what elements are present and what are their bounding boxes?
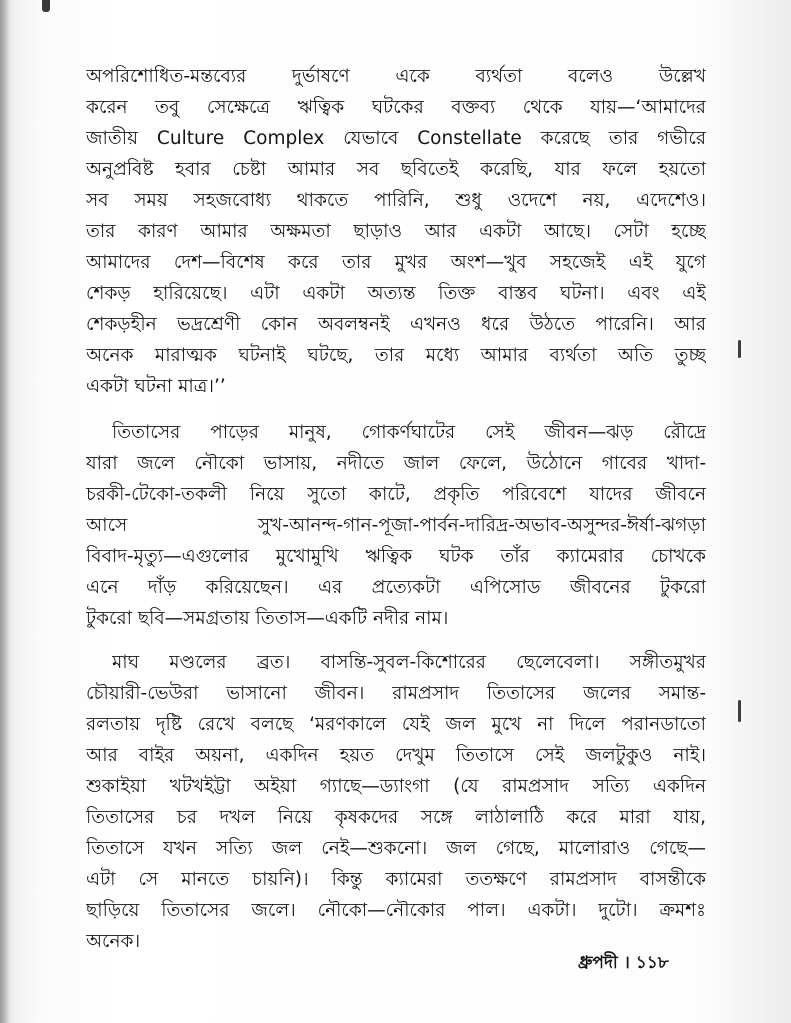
- text-line: যারা জলে নৌকো ভাসায়, নদীতে জাল ফেলে, উঠোনে গাবের খাদা-: [86, 453, 706, 474]
- text-line: করেন তবু সেক্ষেত্রে ঋত্বিক ঘটকের বক্তব্য থেকে যায়—‘আমাদের: [86, 97, 706, 118]
- text-line: মাঘ মণ্ডলের ব্রত। বাসন্তি-সুবল-কিশোরের ছেলেবেলা। সঙ্গীতমুখর: [112, 652, 706, 673]
- margin-ink-mark: [738, 340, 741, 358]
- text-line: অনুপ্রবিষ্ট হবার চেষ্টা আমার সব ছবিতেই করেছি, যার ফলে হয়তো: [86, 159, 706, 180]
- page-number: ১১৮: [635, 953, 669, 973]
- corner-ink-mark: [42, 0, 50, 12]
- text-line: চরকী-টেকো-তকলী নিয়ে সুতো কাটে, প্রকৃতি পরিবেশে যাদের জীবনে: [86, 484, 706, 505]
- text-line: জাতীয় Culture Complex যেভাবে Constellate করেছে তার গভীরে: [86, 128, 706, 149]
- text-line: বিবাদ-মৃত্যু—এগুলোর মুখোমুখি ঋত্বিক ঘটক তাঁর ক্যামেরার চোখকে: [86, 546, 706, 567]
- text-line: তিতাসের পাড়ের মানুষ, গোকর্ণঘাটের সেই জীবন—ঝড় রৌদ্রে: [112, 422, 706, 443]
- text-line: অপরিশোধিত-মন্তব্যের দুর্ভাষণে একে ব্যর্থতা বলেও উল্লেখ: [86, 66, 706, 87]
- text-line: আসে সুখ-আনন্দ-গান-পূজা-পার্বন-দারিদ্র-অভাব-অসুন্দর-ঈর্ষা-ঝগড়া: [86, 515, 706, 536]
- text-line: তার কারণ আমার অক্ষমতা ছাড়াও আর একটা আছে। সেটা হচ্ছে: [86, 221, 706, 242]
- text-line: তিতাসের চর দখল নিয়ে কৃষকদের সঙ্গে লাঠালাঠি করে মারা যায়,: [86, 807, 706, 828]
- text-line: শেকড় হারিয়েছে। এটা একটা অত্যন্ত তিক্ত বাস্তব ঘটনা। এবং এই: [86, 283, 706, 304]
- text-line: এনে দাঁড় করিয়েছেন। এর প্রত্যেকটা এপিসোড জীবনের টুকরো: [86, 577, 706, 598]
- text-line: অনেক মারাত্মক ঘটনাই ঘটছে, তার মধ্যে আমার ব্যর্থতা অতি তুচ্ছ: [86, 345, 706, 366]
- text-line: রলতায় দৃষ্টি রেখে বলছে ‘মরণকালে যেই জল মুখে না দিলে পরানডাতো: [86, 714, 706, 735]
- text-line: অনেক।: [86, 931, 141, 952]
- text-line: শুকাইয়া খটখইট্টা অইয়া গ্যাছে—ড্যাংগা (যে রামপ্রসাদ সত্যি একদিন: [86, 776, 706, 797]
- text-line: ছাড়িয়ে তিতাসের জলে। নৌকো—নৌকোর পাল। একটা। দুটো। ক্রমশঃ: [86, 900, 706, 921]
- text-line: সব সময় সহজবোধ্য থাকতে পারিনি, শুধু ওদেশে নয়, এদেশেও।: [86, 190, 706, 211]
- journal-name: ধ্রুপদী: [578, 953, 618, 973]
- text-line: এটা সে মানতে চায়নি)। কিন্তু ক্যামেরা ততক্ষণে রামপ্রসাদ বাসন্তীকে: [86, 869, 706, 890]
- page-footer: [578, 950, 669, 978]
- text-line: চৌয়ারী-ভেউরা ভাসানো জীবন। রামপ্রসাদ তিতাসের জলের সমান্ত-: [86, 683, 706, 704]
- text-line: শেকড়হীন ভদ্রশ্রেণী কোন অবলম্বনই এখনও ধরে উঠতে পারেনি। আর: [86, 314, 706, 335]
- footer-separator: ।: [623, 953, 630, 973]
- text-line: টুকরো ছবি—সমগ্রতায় তিতাস—একটি নদীর নাম।: [86, 608, 449, 629]
- text-line: তিতাসে যখন সত্যি জল নেই—শুকনো। জল গেছে, মালোরাও গেছে—: [86, 838, 706, 859]
- text-line: একটা ঘটনা মাত্র।’’: [86, 376, 226, 397]
- page-edge-shadow: [0, 0, 10, 1023]
- text-line: আর বাইর অয়না, একদিন হয়ত দেখুম তিতাসে সেই জলটুকুও নাই।: [86, 745, 706, 766]
- text-line: আমাদের দেশ—বিশেষ করে তার মুখর অংশ—খুব সহজেই এই যুগে: [86, 252, 706, 273]
- margin-ink-mark: [738, 700, 741, 722]
